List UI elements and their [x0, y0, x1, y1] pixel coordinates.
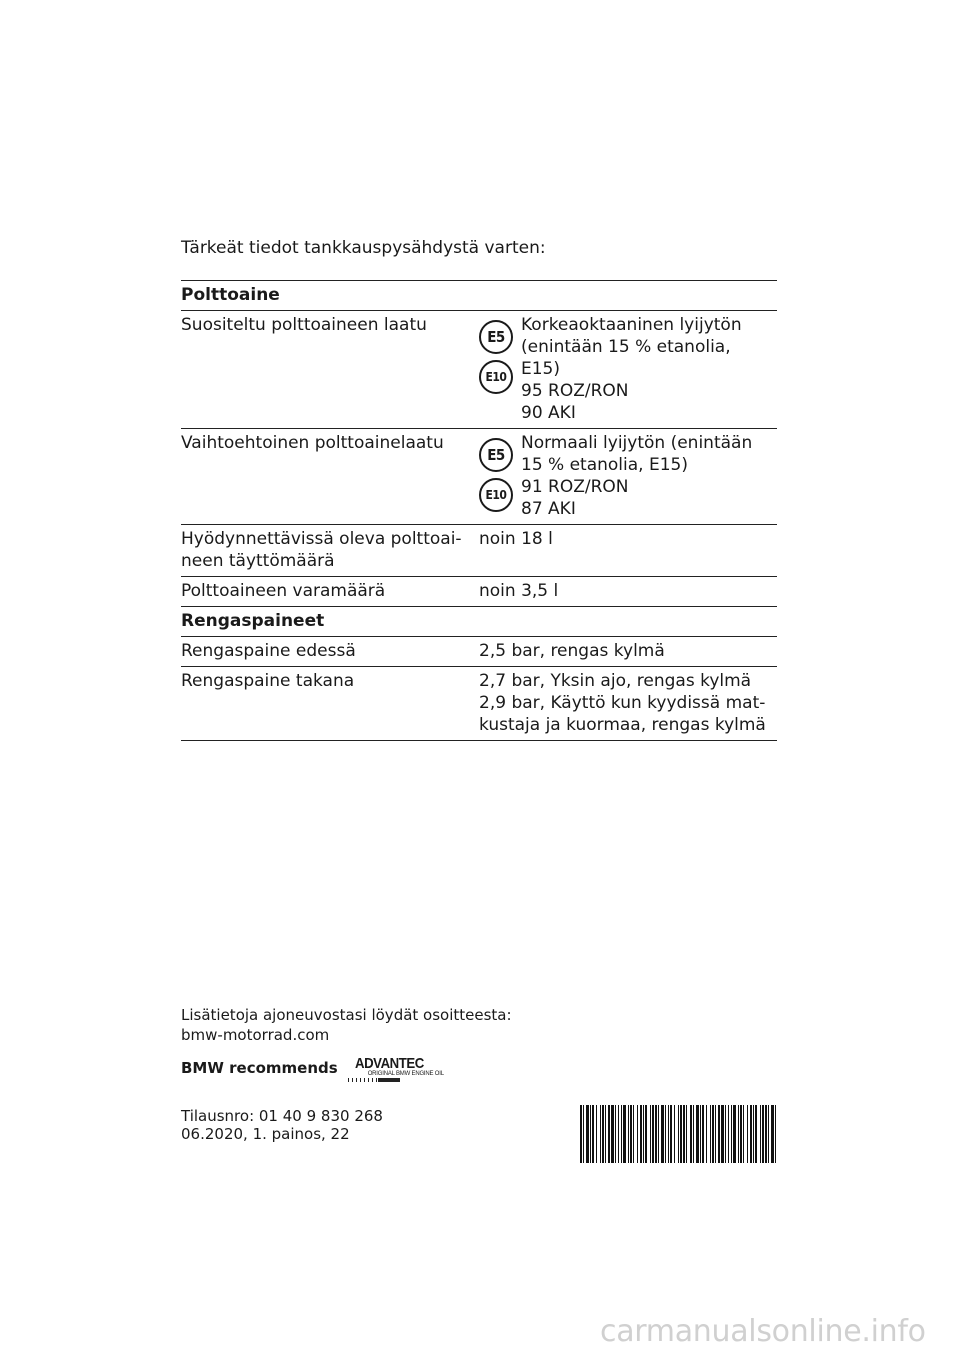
row-value: 2,5 bar, rengas kylmä [479, 637, 777, 667]
barcode-bar [743, 1105, 744, 1163]
watermark: carmanualsonline.info [600, 1314, 926, 1349]
barcode-bar [747, 1105, 748, 1163]
barcode-bar [718, 1105, 720, 1163]
section-header-fuel: Polttoaine [181, 281, 777, 311]
barcode-bar [686, 1105, 687, 1163]
barcode-bar [680, 1105, 682, 1163]
barcode-bar [665, 1105, 666, 1163]
barcode-bar [706, 1105, 707, 1163]
barcode-bar [760, 1105, 761, 1163]
barcode-bar [725, 1105, 726, 1163]
barcode-bar [753, 1105, 754, 1163]
barcode-bar [650, 1105, 651, 1163]
intro-text: Tärkeät tiedot tankkauspysähdystä varten: [181, 238, 546, 258]
barcode-bar [670, 1105, 672, 1163]
barcode-bar [674, 1105, 675, 1163]
barcode-bar [590, 1105, 591, 1163]
barcode-bar [750, 1105, 752, 1163]
barcode-bar [645, 1105, 647, 1163]
section-header-tyres: Rengaspaineet [181, 607, 777, 637]
barcode-bar [615, 1105, 616, 1163]
row-value: 2,7 bar, Yksin ajo, rengas kylmä 2,9 bar, Käyttö kun kyydissä mat- kustaja ja kuormaa, rengas kylmä [479, 667, 777, 741]
row-alternative-fuel [181, 429, 777, 525]
barcode-bar [683, 1105, 685, 1163]
e5-icon: E5 [479, 438, 513, 472]
barcode-bar [762, 1105, 764, 1163]
barcode-bar [731, 1105, 732, 1163]
barcode-bar [611, 1105, 614, 1163]
barcode-bar [693, 1105, 694, 1163]
barcode-bar [661, 1105, 664, 1163]
barcode-icon [580, 1105, 777, 1163]
barcode-bar [592, 1105, 594, 1163]
fuel-description: Normaali lyijytön (enintään 15 % etanolia, E15) 91 ROZ/RON 87 AKI [521, 433, 753, 519]
barcode-bar [630, 1105, 632, 1163]
e10-icon: E10 [479, 360, 513, 394]
barcode-bar [678, 1105, 679, 1163]
barcode-bar [775, 1105, 776, 1163]
barcode-bar [702, 1105, 704, 1163]
website-link: bmw-motorrad.com [181, 1026, 330, 1044]
barcode-bar [738, 1105, 739, 1163]
barcode-bar [755, 1105, 757, 1163]
barcode-bar [637, 1105, 638, 1163]
fuel-description: Korkeaoktaaninen lyijytön (enintään 15 % etanolia, E15) 95 ROZ/RON 90 AKI [521, 315, 742, 423]
barcode-bar [596, 1105, 597, 1163]
barcode-bar [690, 1105, 692, 1163]
info-text: Lisätietoja ajoneuvostasi löydät osoitteesta: bmw-motorrad.com [181, 1006, 512, 1044]
row-value: noin 3,5 l [479, 577, 777, 607]
barcode-bar [696, 1105, 699, 1163]
barcode-bar [618, 1105, 619, 1163]
barcode-bar [658, 1105, 659, 1163]
barcode-bar [628, 1105, 629, 1163]
barcode-bar [740, 1105, 742, 1163]
advantec-logo: ADVANTEC ORIGINAL BMW ENGINE OIL [348, 1055, 460, 1083]
e5-icon: E5 [479, 320, 513, 354]
barcode-bar [712, 1105, 714, 1163]
row-label: Rengaspaine takana [181, 667, 479, 741]
barcode-bar [728, 1105, 729, 1163]
row-front-pressure [181, 637, 777, 667]
barcode-bar [640, 1105, 642, 1163]
barcode-bar [700, 1105, 701, 1163]
row-label: Polttoaineen varamäärä [181, 577, 479, 607]
row-label: Rengaspaine edessä [181, 637, 479, 667]
barcode-bar [771, 1105, 774, 1163]
barcode-bar [655, 1105, 657, 1163]
barcode-bar [768, 1105, 769, 1163]
barcode-bar [580, 1105, 582, 1163]
barcode-bar [586, 1105, 589, 1163]
row-value: noin 18 l [479, 525, 777, 577]
specs-table [181, 280, 777, 741]
row-recommended-fuel [181, 311, 777, 429]
barcode-bar [602, 1105, 604, 1163]
barcode-bar [721, 1105, 724, 1163]
barcode-bar [600, 1105, 601, 1163]
barcode-bar [621, 1105, 622, 1163]
barcode-bar [605, 1105, 606, 1163]
row-usable-capacity [181, 525, 777, 577]
barcode-bar [668, 1105, 669, 1163]
bmw-recommends: BMW recommends ADVANTEC ORIGINAL BMW ENGINE OIL [181, 1055, 460, 1083]
row-reserve [181, 577, 777, 607]
row-rear-pressure [181, 667, 777, 741]
barcode-bar [608, 1105, 610, 1163]
row-label: Hyödynnettävissä oleva polttoai- neen täyttömäärä [181, 525, 479, 577]
barcode-bar [715, 1105, 716, 1163]
barcode-bar [623, 1105, 626, 1163]
barcode-bar [643, 1105, 644, 1163]
e10-icon: E10 [479, 478, 513, 512]
barcode-bar [710, 1105, 711, 1163]
barcode-bar [633, 1105, 634, 1163]
row-label: Vaihtoehtoinen polttoainelaatu [181, 429, 479, 525]
barcode-bar [733, 1105, 736, 1163]
barcode-bar [652, 1105, 654, 1163]
row-label: Suositeltu polttoaineen laatu [181, 311, 479, 429]
barcode-bar [583, 1105, 584, 1163]
order-info: Tilausnro: 01 40 9 830 268 06.2020, 1. painos, 22 [181, 1107, 383, 1143]
barcode-bar [765, 1105, 767, 1163]
